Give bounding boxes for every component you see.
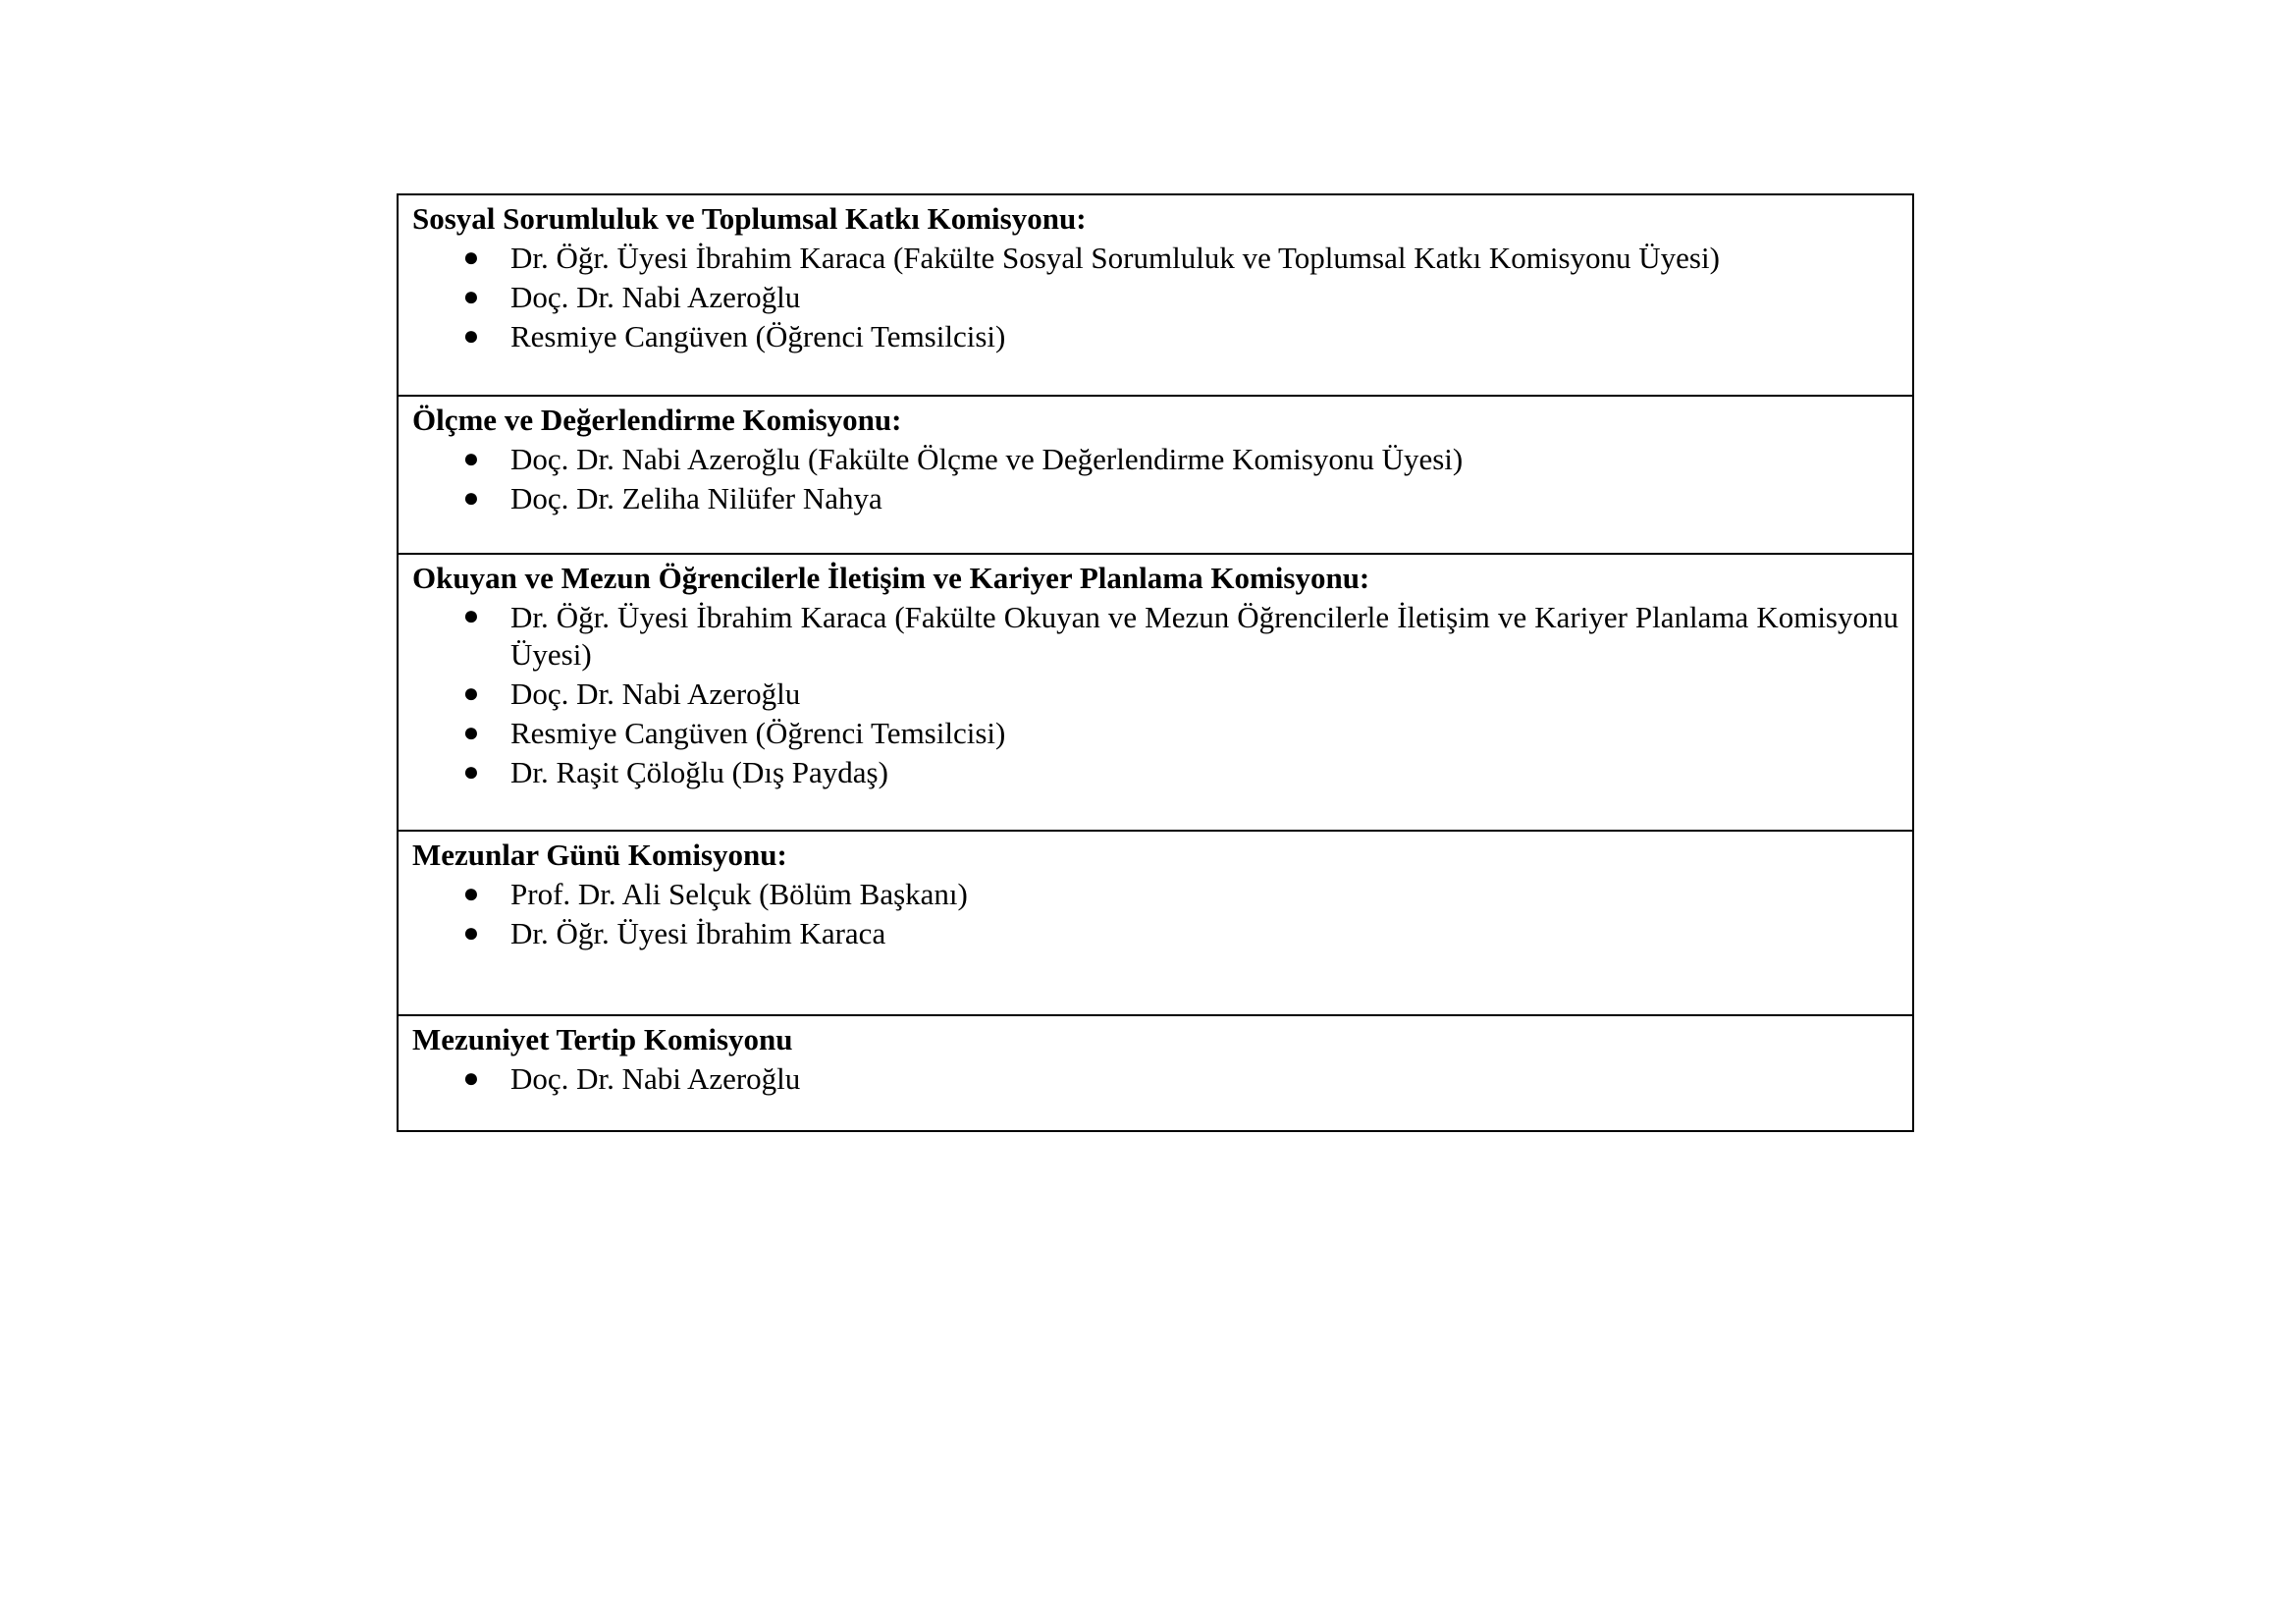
member-name: Doç. Dr. Nabi Azeroğlu — [510, 1061, 801, 1096]
committee-title: Sosyal Sorumluluk ve Toplumsal Katkı Komisyonu: — [412, 201, 1087, 236]
member-list — [412, 598, 1898, 792]
member-name: Resmiye Cangüven (Öğrenci Temsilcisi) — [510, 716, 1006, 750]
member-name: Doç. Dr. Nabi Azeroğlu — [510, 280, 801, 314]
committee-title: Mezunlar Günü Komisyonu: — [412, 838, 787, 872]
member-item — [412, 239, 1898, 278]
committee-section — [399, 553, 1912, 830]
bullet-icon: ● — [462, 757, 480, 787]
member-item — [412, 714, 1898, 753]
member-name: Dr. Raşit Çöloğlu (Dış Paydaş) — [510, 755, 888, 789]
member-item — [412, 440, 1898, 479]
bullet-icon: ● — [462, 879, 480, 909]
member-item — [412, 675, 1898, 714]
bullet-icon: ● — [462, 282, 480, 312]
committee-section — [399, 830, 1912, 1014]
bullet-icon: ● — [462, 321, 480, 352]
member-list — [412, 875, 1898, 953]
member-item — [412, 875, 1898, 914]
committee-table — [397, 193, 1914, 1132]
member-name: Resmiye Cangüven (Öğrenci Temsilcisi) — [510, 319, 1006, 353]
committee-title: Mezuniyet Tertip Komisyonu — [412, 1022, 793, 1056]
committee-section — [399, 395, 1912, 553]
bullet-icon: ● — [462, 918, 480, 948]
member-name: Doç. Dr. Zeliha Nilüfer Nahya — [510, 481, 882, 515]
bullet-icon: ● — [462, 444, 480, 474]
member-item — [412, 753, 1898, 792]
committee-section — [399, 1014, 1912, 1130]
committee-section — [399, 195, 1912, 395]
bullet-icon: ● — [462, 483, 480, 514]
member-item — [412, 914, 1898, 953]
member-item — [412, 479, 1898, 518]
member-name: Doç. Dr. Nabi Azeroğlu — [510, 677, 801, 711]
member-list — [412, 239, 1898, 356]
bullet-icon: ● — [462, 1063, 480, 1094]
bullet-icon: ● — [462, 243, 480, 273]
member-name: Prof. Dr. Ali Selçuk (Bölüm Başkanı) — [510, 877, 968, 911]
member-name: Dr. Öğr. Üyesi İbrahim Karaca — [510, 916, 886, 950]
member-name: Dr. Öğr. Üyesi İbrahim Karaca (Fakülte Sosyal Sorumluluk ve Toplumsal Katkı Komisyonu Üyesi) — [510, 241, 1720, 275]
bullet-icon: ● — [462, 678, 480, 709]
committee-title: Ölçme ve Değerlendirme Komisyonu: — [412, 403, 902, 437]
member-item — [412, 278, 1898, 317]
member-item — [412, 1059, 1898, 1099]
member-item — [412, 598, 1898, 675]
member-name: Doç. Dr. Nabi Azeroğlu (Fakülte Ölçme ve Değerlendirme Komisyonu Üyesi) — [510, 442, 1464, 476]
committee-title: Okuyan ve Mezun Öğrencilerle İletişim ve Kariyer Planlama Komisyonu: — [412, 561, 1370, 595]
member-list — [412, 1059, 1898, 1099]
member-name: Dr. Öğr. Üyesi İbrahim Karaca (Fakülte Okuyan ve Mezun Öğrencilerle İletişim ve Kariyer Planlama Komisyonu Üyesi) — [510, 600, 1898, 672]
member-list — [412, 440, 1898, 518]
bullet-icon: ● — [462, 718, 480, 748]
member-item — [412, 317, 1898, 356]
bullet-icon: ● — [462, 601, 480, 631]
